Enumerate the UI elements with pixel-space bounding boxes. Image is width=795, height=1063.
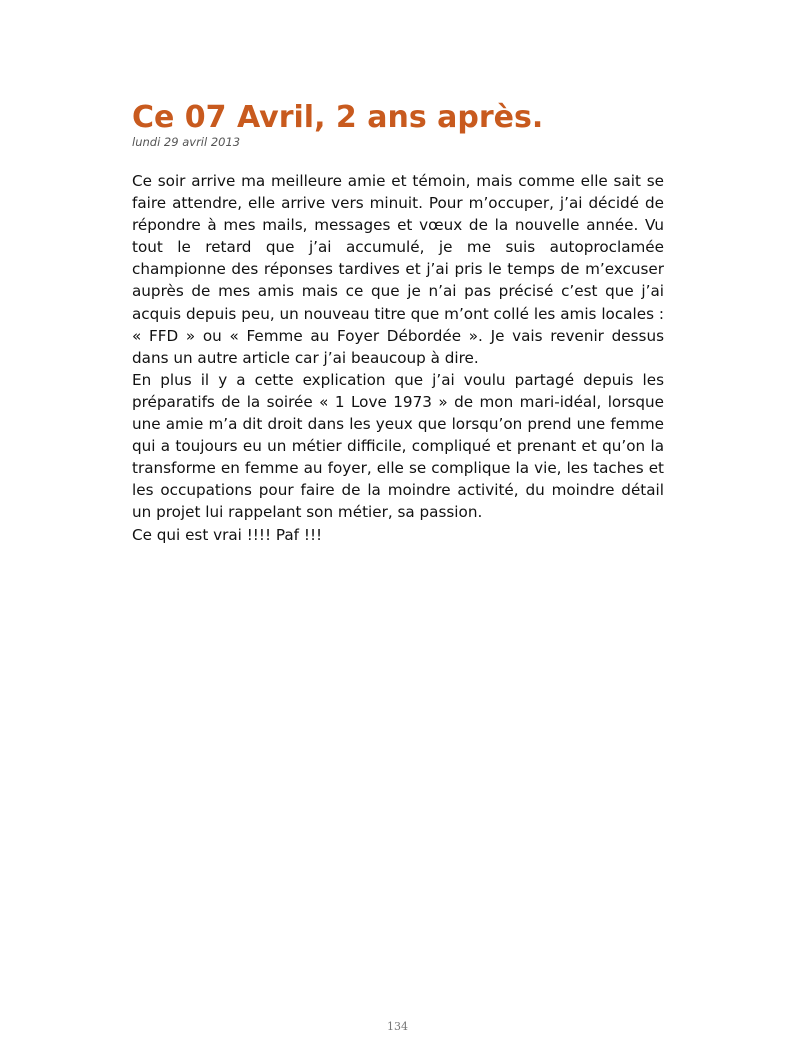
article-title: Ce 07 Avril, 2 ans après. bbox=[132, 100, 544, 135]
article-body bbox=[132, 170, 664, 546]
paragraph-1: Ce soir arrive ma meilleure amie et témoin, mais comme elle sait se faire attendre, elle arrive vers minuit. Pour m’occuper, j’ai décidé de répondre à mes mails, messages et vœux de la nouvelle année. Vu tout le retard que j’ai accumulé, je me suis autoproclamée championne des réponses tardives et j’ai pris le temps de m’excuser auprès de mes amis mais ce que je n’ai pas précisé c’est que j’ai acquis depuis peu, un nouveau titre que m’ont collé les amis locales : « FFD » ou « Femme au Foyer Débordée ». Je vais revenir dessus dans un autre article car j’ai beaucoup à dire. bbox=[132, 172, 664, 367]
article bbox=[132, 100, 664, 546]
paragraph-2: En plus il y a cette explication que j’ai voulu partagé depuis les préparatifs de la soirée « 1 Love 1973 » de mon mari-idéal, lorsque une amie m’a dit droit dans les yeux que lorsqu’on prend une femme qui a toujours eu un métier difficile, compliqué et prenant et qu’on la transforme en femme au foyer, elle se complique la vie, les taches et les occupations pour faire de la moindre activité, du moindre détail un projet lui rappelant son métier, sa passion. bbox=[132, 370, 664, 522]
paragraph-3: Ce qui est vrai !!!! Paf !!! bbox=[132, 525, 323, 544]
page-number: 134 bbox=[387, 1020, 408, 1033]
article-date: lundi 29 avril 2013 bbox=[132, 135, 241, 149]
